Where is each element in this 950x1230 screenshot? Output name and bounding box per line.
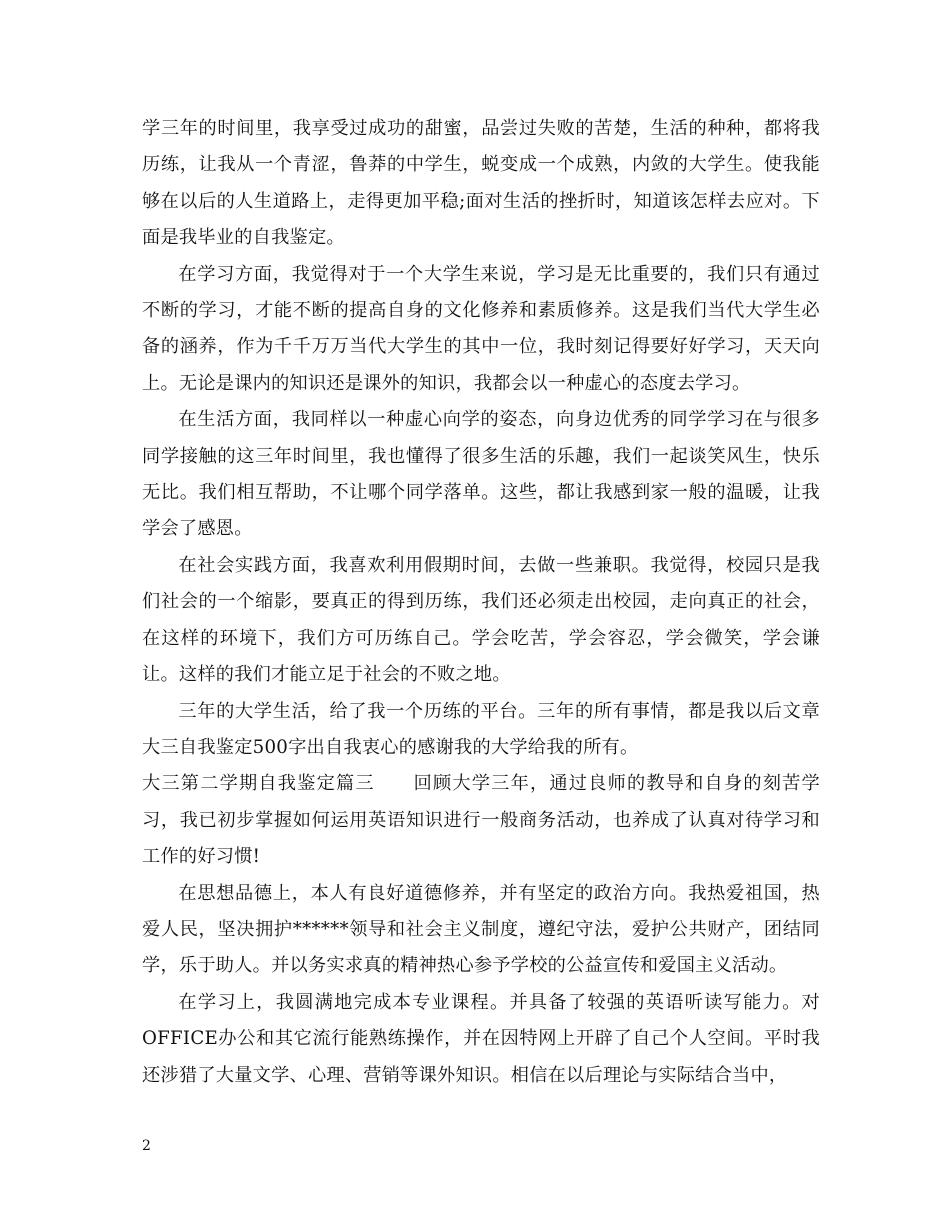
paragraph-4: 在社会实践方面，我喜欢利用假期时间，去做一些兼职。我觉得，校园只是我们社会的一个缩影，要真正的得到历练，我们还必须走出校园，走向真正的社会，在这样的环境下，我们方可历练自己。学会吃苦，学会容忍，学会微笑，学会谦让。这样的我们才能立足于社会的不败之地。 — [142, 554, 820, 686]
paragraph-6: 大三第二学期自我鉴定篇三 回顾大学三年，通过良师的教导和自身的刻苦学习，我已初步掌握如何运用英语知识进行一般商务活动，也养成了认真对待学习和工作的好习惯! — [142, 773, 820, 868]
paragraph-7: 在思想品德上，本人有良好道德修养，并有坚定的政治方向。我热爱祖国，热爱人民，坚决拥护******领导和社会主义制度，遵纪守法，爱护公共财产，团结同学，乐于助人。并以务实求真的精神热心参予学校的公益宣传和爱国主义活动。 — [142, 882, 820, 977]
paragraph-5: 三年的大学生活，给了我一个历练的平台。三年的所有事情，都是我以后文章大三自我鉴定500字出自我衷心的感谢我的大学给我的所有。 — [142, 700, 820, 758]
paragraph-2: 在学习方面，我觉得对于一个大学生来说，学习是无比重要的，我们只有通过不断的学习，才能不断的提高自身的文化修养和素质修养。这是我们当代大学生必备的涵养，作为千千万万当代大学生的其中一位，我时刻记得要好好学习，天天向上。无论是课内的知识还是课外的知识，我都会以一种虚心的态度去学习。 — [142, 263, 820, 394]
paragraph-3: 在生活方面，我同样以一种虚心向学的姿态，向身边优秀的同学学习在与很多同学接触的这三年时间里，我也懂得了很多生活的乐趣，我们一起谈笑风生，快乐无比。我们相互帮助，不让哪个同学落单。这些，都让我感到家一般的温暖，让我学会了感恩。 — [142, 409, 820, 540]
body-text — [142, 111, 820, 1094]
paragraph-8: 在学习上，我圆满地完成本专业课程。并具备了较强的英语听读写能力。对OFFICE办公和其它流行能熟练操作，并在因特网上开辟了自己个人空间。平时我还涉猎了大量文学、心理、营销等课外知识。相信在以后理论与实际结合当中， — [142, 991, 820, 1086]
page-number: 2 — [142, 1138, 151, 1154]
paragraph-1: 学三年的时间里，我享受过成功的甜蜜，品尝过失败的苦楚，生活的种种，都将我历练，让我从一个青涩，鲁莽的中学生，蜕变成一个成熟，内敛的大学生。使我能够在以后的人生道路上，走得更加平稳;面对生活的挫折时，知道该怎样去应对。下面是我毕业的自我鉴定。 — [142, 118, 820, 249]
